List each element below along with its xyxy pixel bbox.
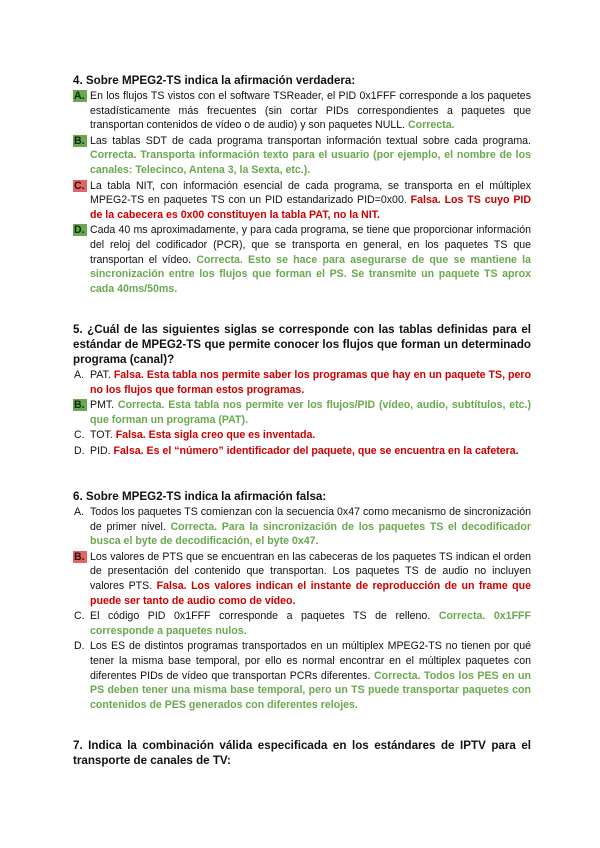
option-b bbox=[73, 550, 531, 608]
option-text: Los ES de distintos programas transportados en un múltiplex MPEG2-TS no tienen por qué tener la misma base temporal, por ello es normal encontrar en el múltiplex paquetes con diferentes PIDs de vídeo que transportan PCRs diferentes. bbox=[90, 640, 531, 682]
option-letter: D. bbox=[74, 640, 85, 653]
option-a bbox=[73, 505, 531, 549]
question-5 bbox=[73, 322, 531, 459]
option-c bbox=[73, 179, 531, 223]
option-letter: B. bbox=[73, 551, 87, 563]
option-feedback: Correcta. Esta tabla nos permite ver los flujos/PID (vídeo, audio, subtítulos, etc.) que forman un programa (PAT). bbox=[90, 399, 531, 426]
option-d bbox=[73, 223, 531, 296]
option-letter: B. bbox=[73, 135, 87, 147]
question-7 bbox=[73, 738, 531, 768]
option-feedback: Correcta. bbox=[408, 119, 455, 132]
option-b bbox=[73, 398, 531, 427]
option-feedback: Falsa. Es el “número” identificador del paquete, que se encuentra en la cafetera. bbox=[113, 444, 519, 457]
option-feedback: Correcta. Para la sincronización de los paquetes TS el decodificador busca el byte de decodificación, el byte 0x47. bbox=[90, 520, 531, 548]
option-feedback: Correcta. Esto se hace para asegurarse de que se mantiene la sincronización entre los flujos que forman el PS. Se transmite un paquete TS aprox cada 40ms/50ms. bbox=[90, 253, 531, 295]
option-c bbox=[73, 609, 531, 638]
option-feedback: Correcta. 0x1FFF corresponde a paquetes nulos. bbox=[90, 610, 531, 637]
option-text: En los flujos TS vistos con el software TSReader, el PID 0x1FFF corresponde a los paquetes estadísticamente más frecuentes (sin cortar PIDs correspondientes a paquetes que transportan contenidos de vídeo o de audio) y son paquetes NULL. bbox=[90, 90, 531, 132]
option-letter: A. bbox=[74, 369, 85, 381]
option-feedback: Correcta. Todos los PES en un PS deben tener una misma base temporal, pero un TS puede transportar paquetes con contenidos de PES generados con diferentes relojes. bbox=[90, 669, 531, 711]
question-title: 6. Sobre MPEG2-TS indica la afirmación falsa: bbox=[73, 490, 327, 503]
option-letter: D. bbox=[74, 444, 85, 457]
question-title: 7. Indica la combinación válida especificada en los estándares de IPTV para el transporte de canales de TV: bbox=[73, 739, 531, 767]
option-feedback: Falsa. Esta sigla creo que es inventada. bbox=[115, 429, 316, 442]
option-c bbox=[73, 428, 531, 443]
option-text: Los valores de PTS que se encuentran en las cabeceras de los paquetes TS indican el orden de presentación del contenido que transportan. Los paquetes TS de audio no incluyen valores PTS. bbox=[90, 550, 531, 592]
option-feedback: Falsa. Esta tabla nos permite saber los programas que hay en un paquete TS, pero no los flujos que forman estos programas. bbox=[90, 369, 531, 396]
option-text: PAT. bbox=[90, 369, 114, 381]
option-d bbox=[73, 639, 531, 712]
question-title: 4. Sobre MPEG2-TS indica la afirmación verdadera: bbox=[73, 74, 356, 87]
option-text: Todos los paquetes TS comienzan con la secuencia 0x47 como mecanismo de sincronización de primer nivel. bbox=[90, 506, 531, 533]
option-text: Las tablas SDT de cada programa transportan información textual sobre cada programa. bbox=[90, 134, 531, 147]
option-letter: A. bbox=[74, 506, 85, 518]
option-letter: A. bbox=[73, 90, 87, 102]
option-text: El código PID 0x1FFF corresponde a paquetes TS de relleno. bbox=[90, 610, 439, 623]
question-6 bbox=[73, 489, 531, 712]
option-text: TOT. bbox=[90, 429, 116, 442]
option-letter: C. bbox=[73, 180, 87, 192]
option-letter: B. bbox=[73, 399, 87, 411]
option-feedback: Correcta. Transporta información texto para el usuario (por ejemplo, el nombre de los canales: Telecinco, Antena 3, la Sexta, etc.). bbox=[90, 149, 531, 176]
option-feedback: Falsa. Los valores indican el instante de reproducción de un frame que puede ser tanto de audio como de vídeo. bbox=[90, 579, 531, 607]
option-b bbox=[73, 134, 531, 178]
option-text: PID. bbox=[90, 444, 114, 457]
option-text: Cada 40 ms aproximadamente, y para cada programa, se tiene que proporcionar información del reloj del codificador (PCR), que se transporta en general, en los paquetes TS que transportan el vídeo. bbox=[90, 224, 531, 266]
option-letter: D. bbox=[73, 224, 87, 236]
option-letter: C. bbox=[74, 429, 85, 442]
option-a bbox=[73, 368, 531, 397]
question-4 bbox=[73, 73, 531, 296]
option-d bbox=[73, 444, 531, 459]
option-text: La tabla NIT, con información esencial de cada programa, se transporta en el múltiplex MPEG2-TS en paquetes TS con un PID estandarizado PID=0x00. bbox=[90, 179, 531, 207]
option-letter: C. bbox=[74, 610, 85, 623]
option-feedback: Falsa. Los TS cuyo PID de la cabecera es 0x00 constituyen la tabla PAT, no la NIT. bbox=[90, 194, 531, 221]
question-title: 5. ¿Cuál de las siguientes siglas se corresponde con las tablas definidas para el estándar de MPEG2-TS que permite conocer los flujos que forman un determinado programa (canal)? bbox=[73, 323, 531, 366]
option-text: PMT. bbox=[90, 399, 118, 412]
option-a bbox=[73, 89, 531, 133]
